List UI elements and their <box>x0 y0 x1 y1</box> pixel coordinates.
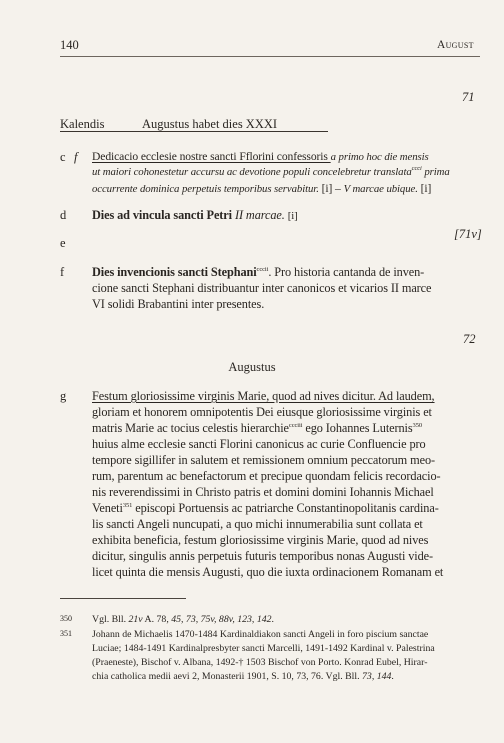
entry-g-line: exhibita beneficia, festum gloriosissime virginis Marie, quod ad nives <box>92 533 429 547</box>
letter-e: e <box>60 236 66 250</box>
section-number-72: 72 <box>463 332 476 346</box>
entry-g-line: rum, parentum ac benefactorum et precipue quondam felicis recordacio- <box>92 469 441 483</box>
entry-g-line: tempore sigillifer in salutem et remissionem omnium peccatorum meo- <box>92 453 435 467</box>
entry-d-line: Dies ad vincula sancti Petri II marcae. [i] <box>92 208 298 222</box>
letter-d: d <box>60 208 67 222</box>
entry-g-line: nis reverendissimi in Christo patris et domini domini Iohannis Michael <box>92 485 434 499</box>
section-number-71: 71 <box>462 90 475 104</box>
augustus-heading: Augustus <box>228 360 276 374</box>
feast-marker-f: f <box>74 150 78 164</box>
page-number: 140 <box>60 38 79 52</box>
footnote-351-line: Johann de Michaelis 1470-1484 Kardinaldiakon sancti Angeli in foro piscium sanctae <box>92 629 429 640</box>
letter-f: f <box>60 265 65 279</box>
entry-c-line-2: ut maiori cohonestetur accursu ac devotione populi concelebretur translata$^{ccci}$ prima <box>92 165 450 178</box>
entry-g-line: Festum gloriosissime virginis Marie, quod ad nives dicitur. Ad laudem, <box>92 389 435 403</box>
month-days-label: Augustus habet dies XXXI <box>142 117 278 131</box>
kalendis-label: Kalendis <box>60 117 105 131</box>
letter-c: c <box>60 150 66 164</box>
entry-g-line: licet quinta die mensis Augusti, quo die iuxta ordinacionem Romanam et <box>92 565 444 579</box>
footnote-rule <box>60 598 186 599</box>
footnote-number: 350 <box>60 614 72 623</box>
footnote-number: 351 <box>60 629 72 638</box>
kalendar-rule <box>60 131 328 132</box>
entry-f-line-3: VI solidi Brabantini inter presentes. <box>92 297 265 311</box>
entry-g-line: gloriam et honorem omnipotentis Dei eiusque gloriosissime virginis et <box>92 405 432 419</box>
running-title: August <box>437 39 474 51</box>
entry-f-line-1: Dies invencionis sancti Stephani$^{cccii}$. Pro historia cantanda de inven- <box>92 265 425 279</box>
entry-g-line: huius alme ecclesie sancti Florini canonicus ac curie Confluencie pro <box>92 437 426 451</box>
entry-g-line: lis sancti Angeli nuncupati, a quo michi innumerabilia sunt collata et <box>92 517 423 531</box>
entry-g-line: dicitur, singulis annis perpetuis futuris temporibus nonas Augusti vide- <box>92 549 434 563</box>
entry-c-line-3: occurrente dominica perpetuis temporibus servabitur. [i] – V marcae ubique. [i] <box>92 182 432 195</box>
footnote-351-line: Luciae; 1484-1491 Kardinalpresbyter sancti Marcelli, 1491-1492 Kardinal v. Palestrina <box>92 643 435 654</box>
entry-f-line-2: cione sancti Stephani distribuantur inter canonicos et vicarios II marce <box>92 281 432 295</box>
entry-g-line: Veneti$^{351}$ episcopi Portuensis ac patriarche Constantinopolitanis cardina- <box>92 501 439 515</box>
entry-g-line: matris Marie ac tocius celestis hierarchie$^{ccciii}$ ego Iohannes Luternis$^{350}$ <box>92 421 422 435</box>
header-rule <box>60 56 480 57</box>
footnote-351-line: (Praeneste), Bischof v. Albana, 1492-† 1503 Bischof von Porto. Konrad Eubel, Hirar- <box>92 657 428 668</box>
folio-mark: [71v] <box>454 227 482 241</box>
footnote-351-line: chia catholica medii aevi 2, Monasterii 1901, S. 10, 73, 76. Vgl. Bll. 73, 144. <box>92 671 394 682</box>
entry-c-line-1: Dedicacio ecclesie nostre sancti Fflorini confessoris a primo hoc die mensis <box>92 150 429 163</box>
footnote-350-text: Vgl. Bll. 21v A. 78, 45, 73, 75v, 88v, 123, 142. <box>92 614 274 625</box>
letter-g: g <box>60 389 67 403</box>
